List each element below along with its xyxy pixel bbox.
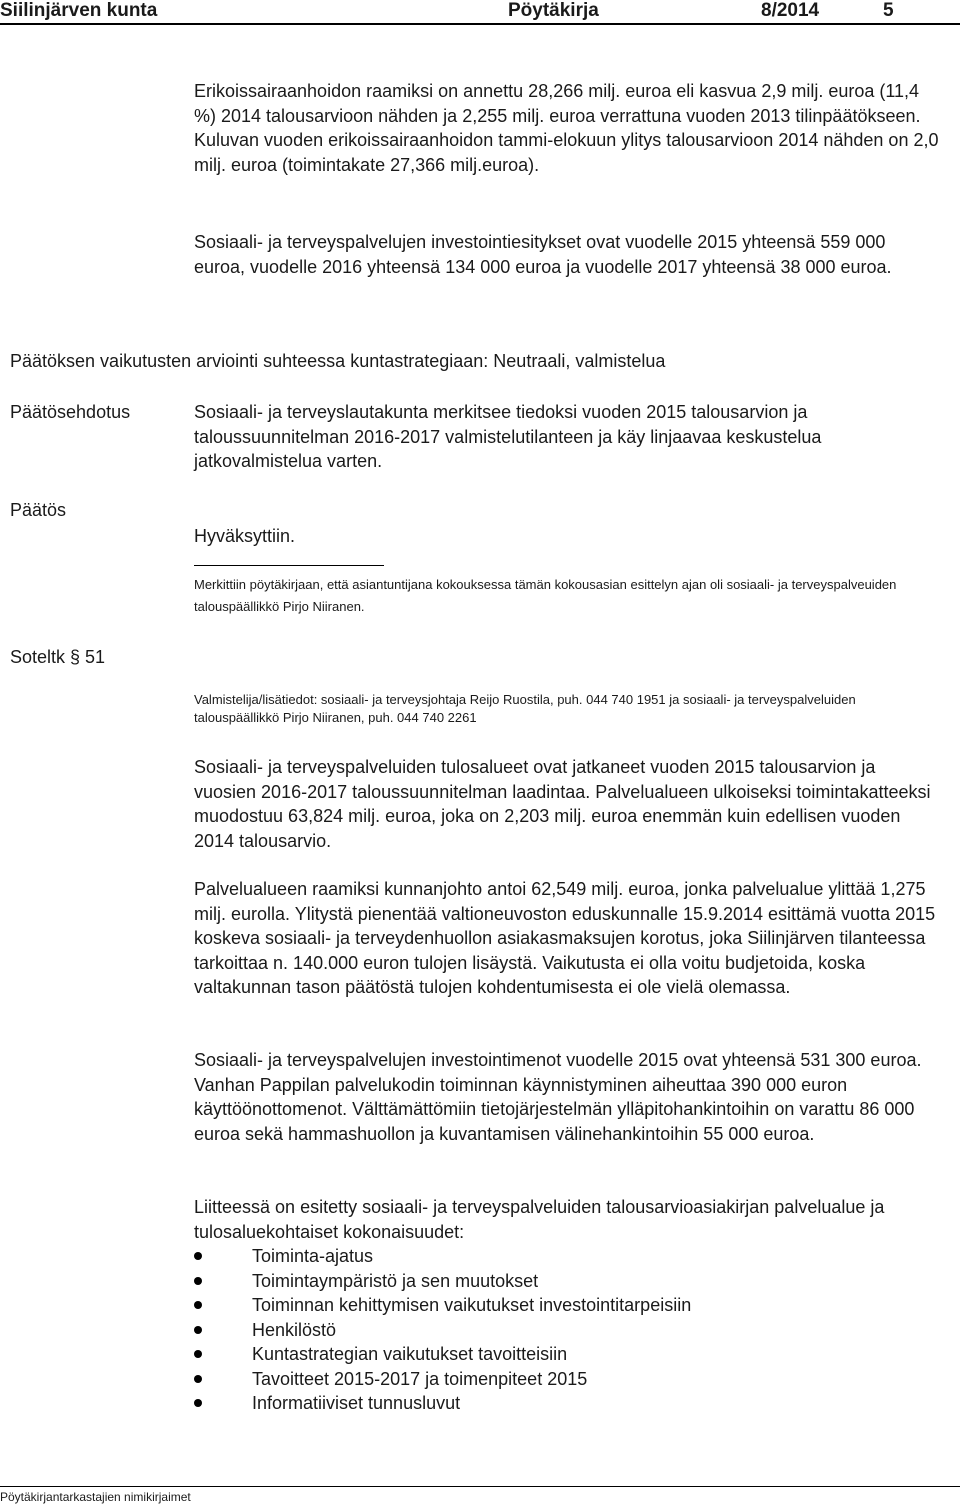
section-label: Soteltk § 51 [10,647,106,667]
list-item: Toiminnan kehittymisen vaikutukset investointitarpeisiin [194,1293,894,1318]
decision-text: Hyväksyttiin. [194,526,296,546]
bullet-icon [194,1375,202,1383]
contents-list [194,1244,894,1416]
list-item: Tavoitteet 2015-2017 ja toimenpiteet 2015 [194,1367,894,1392]
section-paragraph-3: Sosiaali- ja terveyspalvelujen investointimenot vuodelle 2015 ovat yhteensä 531 300 euroa. Vanhan Pappilan palvelukodin toiminnan käynnistyminen aiheuttaa 390 000 euron käyttöönottomenot. Välttämättömiin tietojärjestelmän ylläpitohankintoihin on varattu 86 000 euroa sekä hammashuollon ja kuvantamisen välinehankintoihin 55 000 euroa. [194,1050,922,1144]
list-item: Informatiiviset tunnusluvut [194,1391,894,1416]
footnote-divider [194,565,384,566]
section-paragraph-1: Sosiaali- ja terveyspalveluiden tulosalueet ovat jatkaneet vuoden 2015 talousarvion ja vuosien 2016-2017 taloussuunnitelman laadintaa. Palvelualueen ulkoiseksi toimintakatteeksi muodostuu 63,824 milj. euroa, joka on 2,203 milj. euroa enemmän kuin edellisen vuoden 2014 talousarvio. [194,757,931,851]
intro-paragraph-1: Erikoissairaanhoidon raamiksi on annettu 28,266 milj. euroa eli kasvua 2,9 milj. euroa (11,4 %) 2014 talousarvioon nähden ja 2,255 milj. euroa verrattuna vuoden 2013 tilinpäätökseen. Kuluvan vuoden erikoissairaanhoidon tammi-elokuun ylitys talousarvioon 2014 nähden on 2,0 milj. euroa (toimintakate 27,366 milj.euroa). [194,81,939,175]
section-paragraph-2: Palvelualueen raamiksi kunnanjohto antoi 62,549 milj. euroa, jonka palvelualue ylittää 1,275 milj. eurolla. Ylitystä pienentää valtioneuvoston eduskunnalle 15.9.2014 esittämä vuotta 2015 koskeva sosiaali- ja terveydenhuollon asiakasmaksujen korotus, joka Siilinjärven tilanteessa tarkoittaa n. 140.000 euron tulojen lisäystä. Vaikutusta ei olla voitu budjetoida, koska valtakunnan tason päätöstä tulojen kohdentumisesta ei ole vielä olemassa. [194,879,936,997]
preparer-info: Valmistelija/lisätiedot: sosiaali- ja terveysjohtaja Reijo Ruostila, puh. 044 740 1951 ja sosiaali- ja terveyspalveluiden talouspäällikkö Pirjo Niiranen, puh. 044 740 2261 [194,692,856,725]
intro-paragraph-2: Sosiaali- ja terveyspalvelujen investointiesitykset ovat vuodelle 2015 yhteensä 559 000 euroa, vuodelle 2016 yhteensä 134 000 euroa ja vuodelle 2017 yhteensä 38 000 euroa. [194,232,892,277]
proposal-label: Päätösehdotus [10,402,131,422]
decision-label: Päätös [10,500,67,520]
bullet-icon [194,1326,202,1334]
header-document-type: Pöytäkirja [508,0,599,21]
header-page-number: 5 [883,0,894,21]
list-item: Toiminta-ajatus [194,1244,894,1269]
list-item: Toimintaympäristö ja sen muutokset [194,1269,894,1294]
bullet-icon [194,1252,202,1260]
list-item: Henkilöstö [194,1318,894,1343]
impact-assessment: Päätöksen vaikutusten arviointi suhteessa kuntastrategiaan: Neutraali, valmistelua [10,351,666,371]
proposal-text: Sosiaali- ja terveyslautakunta merkitsee tiedoksi vuoden 2015 talousarvion ja taloussuunnitelman 2016-2017 valmistelutilanteen ja käy linjaavaa keskustelua jatkovalmistelua varten. [194,402,822,471]
bullet-icon [194,1399,202,1407]
bullet-icon [194,1301,202,1309]
header-organization: Siilinjärven kunta [0,0,158,21]
footer-divider [0,1486,960,1487]
section-paragraph-4: Liitteessä on esitetty sosiaali- ja terveyspalveluiden talousarvioasiakirjan palvelualue ja tulosaluekohtaiset kokonaisuudet: [194,1197,885,1242]
list-item: Kuntastrategian vaikutukset tavoitteisiin [194,1342,894,1367]
header-issue-number: 8/2014 [761,0,820,21]
bullet-icon [194,1350,202,1358]
footer-initials-label: Pöytäkirjantarkastajien nimikirjaimet [0,1490,191,1504]
bullet-icon [194,1277,202,1285]
header-divider [0,23,960,25]
footnote-text: Merkittiin pöytäkirjaan, että asiantuntijana kokouksessa tämän kokousasian esittelyn ajan oli sosiaali- ja terveyspalveuiden talouspäällikkö Pirjo Niiranen. [194,577,897,614]
page-header [0,0,960,24]
